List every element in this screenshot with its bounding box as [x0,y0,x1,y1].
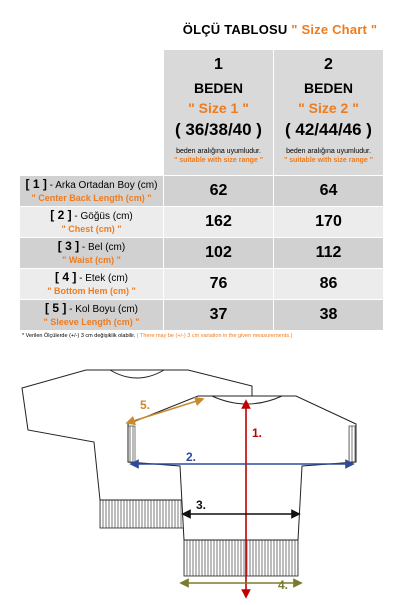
row-number: [ 1 ] [25,176,47,191]
size-2-number: 2 [324,56,333,73]
size-1-range: ( 36/38/40 ) [175,120,262,139]
row-label [20,176,164,207]
row-name-en: " Chest (cm) " [61,223,122,234]
size-1-label: " Size 1 " [188,100,249,116]
size-1-value: 162 [164,207,274,238]
arrow-label-3: 3. [196,498,207,512]
arrow-label-2: 2. [186,450,197,464]
size-2-value: 112 [274,238,384,269]
table-row [20,238,384,269]
size-2-note-tr: beden aralığına uyumludur. [286,148,371,155]
row-name-tr: - Kol Boyu (cm) [66,303,139,315]
size-2-note-en: " suitable with size range " [283,157,374,164]
row-label [20,207,164,238]
row-name-tr: - Göğüs (cm) [71,210,133,222]
row-name-en: " Bottom Hem (cm) " [47,285,136,296]
footnote-tr: * Verilen Ölçülerde (+/-) 3 cm değişiklik olabilir. [22,333,136,339]
row-name-en: " Center Back Length (cm) " [31,192,152,203]
size-2-label: " Size 2 " [298,100,359,116]
row-name-tr: - Arka Ortadan Boy (cm) [46,179,158,191]
size-2-header [274,50,384,176]
measurement-footnote [22,333,292,339]
row-label [20,269,164,300]
chart-title [160,22,400,37]
arrow-label-4: 4. [278,578,289,592]
size-1-number: 1 [214,56,223,73]
size-1-header [164,50,274,176]
size-1-note-en: " suitable with size range " [173,157,264,164]
row-name-tr: - Bel (cm) [79,241,126,253]
title-main: ÖLÇÜ TABLOSU [182,22,288,37]
row-label [20,238,164,269]
size-2-value: 38 [274,300,384,331]
size-1-beden: BEDEN [193,80,243,96]
size-2-beden: BEDEN [303,80,353,96]
row-number: [ 3 ] [57,238,80,253]
size-1-value: 37 [164,300,274,331]
row-name-en: " Waist (cm) " [62,254,121,265]
header-blank-cell [20,50,164,176]
footnote-en: ( There may be (+/-) 3 cm variation in the given measurements.) [136,333,293,339]
size-1-value: 102 [164,238,274,269]
row-number: [ 4 ] [54,269,77,284]
table-row [20,207,384,238]
title-sub: " Size Chart " [291,22,378,37]
arrow-label-1: 1. [252,426,263,440]
garment-measurement-diagram [0,350,400,600]
size-2-value: 64 [274,176,384,207]
table-row [20,176,384,207]
table-row [20,269,384,300]
row-label [20,300,164,331]
row-number: [ 2 ] [50,207,72,222]
row-name-tr: - Etek (cm) [76,272,128,284]
size-header-row [20,50,384,176]
size-1-value: 62 [164,176,274,207]
row-name-en: " Sleeve Length (cm) " [43,316,140,327]
size-chart-table [19,49,384,331]
row-number: [ 5 ] [44,300,67,315]
size-1-note-tr: beden aralığına uyumludur. [176,148,261,155]
size-2-value: 86 [274,269,384,300]
size-2-value: 170 [274,207,384,238]
table-row [20,300,384,331]
garment-illustration [0,350,400,600]
size-2-range: ( 42/44/46 ) [285,120,372,139]
size-1-value: 76 [164,269,274,300]
arrow-label-5: 5. [140,398,151,412]
